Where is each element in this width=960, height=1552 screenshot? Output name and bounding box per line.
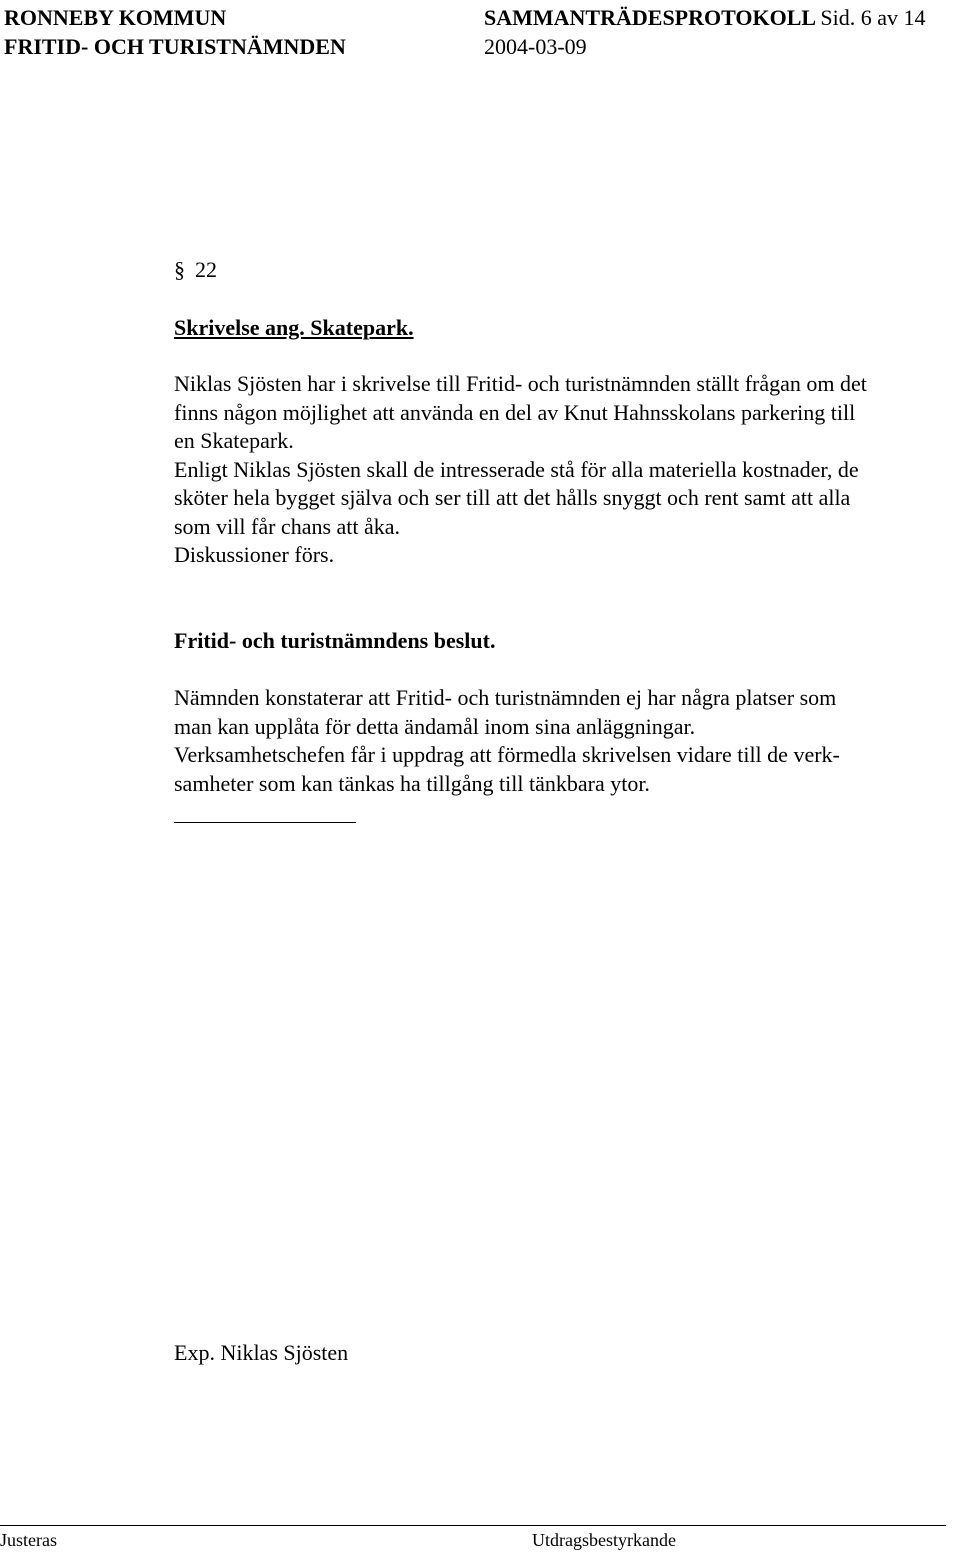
- dispatch-note: Exp. Niklas Sjösten: [174, 1340, 349, 1365]
- footer-justeras: Justeras: [0, 1530, 57, 1550]
- paragraph-line: en Skatepark.: [174, 428, 294, 453]
- paragraph-line: sköter hela bygget själva och ser till att det hålls snyggt och rent samt att alla: [174, 485, 851, 510]
- paragraph-line: Diskussioner förs.: [174, 542, 335, 567]
- decision-line: Verksamhetschefen får i uppdrag att förmedla skrivelsen vidare till de verk-: [174, 742, 840, 767]
- header-doc-type-text: SAMMANTRÄDESPROTOKOLL: [484, 5, 815, 30]
- decision-paragraph: [174, 684, 934, 798]
- paragraph-line: som vill får chans att åka.: [174, 513, 401, 539]
- header-organization: RONNEBY KOMMUN: [4, 5, 227, 30]
- paragraph-line: Niklas Sjösten har i skrivelse till Fritid- och turistnämnden ställt frågan om det: [174, 371, 867, 396]
- header-committee: FRITID- OCH TURISTNÄMNDEN: [4, 34, 346, 59]
- footer-rule: [0, 1525, 946, 1526]
- section-symbol: §: [174, 257, 185, 282]
- decision-line: samheter som kan tänkas ha tillgång till tänkbara ytor.: [174, 770, 650, 796]
- section-end-rule: [174, 822, 356, 823]
- header-document-type: [484, 4, 925, 32]
- footer-utdragsbestyrkande: Utdragsbestyrkande: [532, 1530, 676, 1550]
- section-title: Skrivelse ang. Skatepark.: [174, 315, 414, 340]
- paragraph-line: Enligt Niklas Sjösten skall de intresserade stå för alla materiella kostnader, de: [174, 456, 859, 482]
- decision-heading: Fritid- och turistnämndens beslut.: [174, 628, 496, 653]
- paragraph-line: finns någon möjlighet att använda en del av Knut Hahnsskolans parkering till: [174, 399, 856, 425]
- decision-line: man kan upplåta för detta ändamål inom sina anläggningar.: [174, 713, 696, 739]
- header-date: 2004-03-09: [484, 34, 587, 59]
- header-page-number: Sid. 6 av 14: [820, 5, 926, 30]
- section-number-value: 22: [195, 257, 217, 282]
- section-paragraph: [174, 370, 934, 570]
- section-number: [174, 256, 217, 284]
- decision-line: Nämnden konstaterar att Fritid- och turistnämnden ej har några platser som: [174, 685, 837, 710]
